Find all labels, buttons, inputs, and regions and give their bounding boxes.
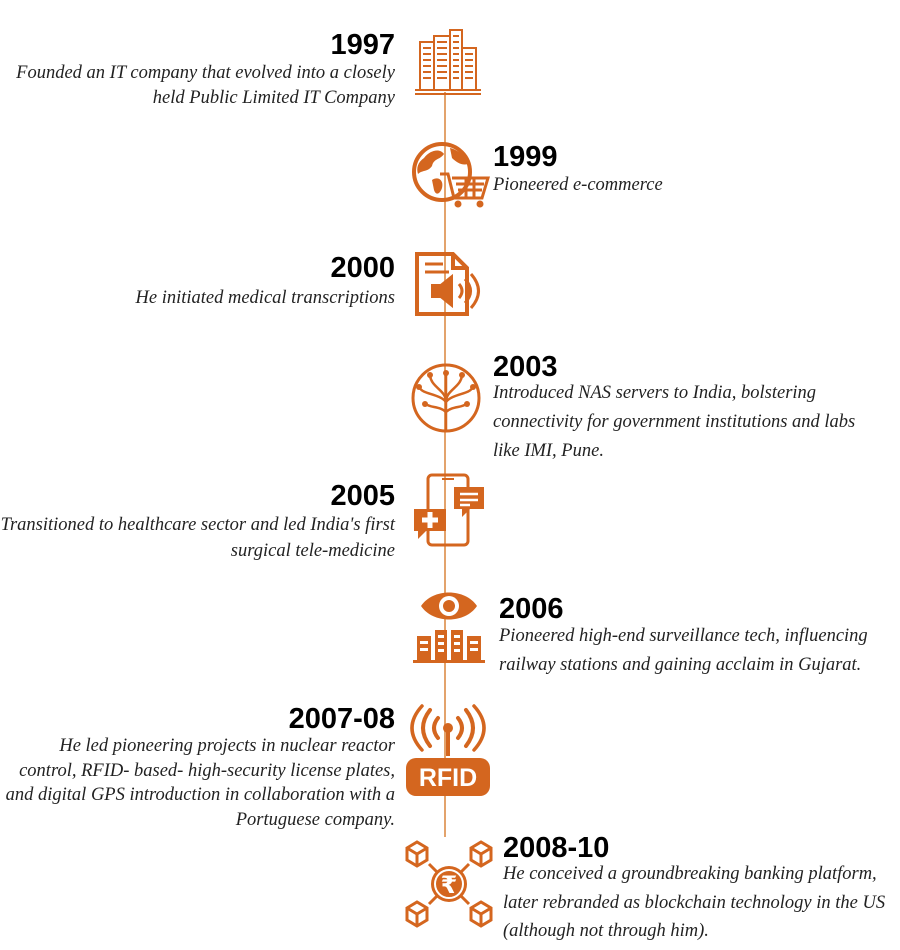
milestone-1999 <box>493 142 873 198</box>
milestone-year: 1997 <box>330 29 395 61</box>
globe-cart-icon <box>410 140 490 210</box>
milestone-year: 2008-10 <box>503 832 610 864</box>
milestone-text: He initiated medical transcriptions <box>135 288 395 308</box>
milestone-text: Pioneered high-end surveillance tech, influencing railway stations and gaining acclaim in Gujarat. <box>499 626 868 675</box>
milestone-2006 <box>499 594 889 680</box>
milestone-text: He conceived a groundbreaking banking platform, later rebranded as blockchain technology in the US (although not through him). <box>503 864 886 941</box>
rfid-icon <box>404 704 492 798</box>
milestone-year: 2006 <box>499 593 564 625</box>
rupee-symbol: ₹ <box>440 871 458 899</box>
milestone-year: 2007-08 <box>288 703 395 735</box>
fiber-network-icon <box>410 362 482 434</box>
milestone-2005 <box>0 481 395 564</box>
surveillance-eye-icon <box>413 590 485 666</box>
milestone-year: 2005 <box>330 480 395 512</box>
milestone-text: Transitioned to healthcare sector and led India's first surgical tele-medicine <box>0 515 395 561</box>
milestone-text: Introduced NAS servers to India, bolstering connectivity for government institutions and labs like IMI, Pune. <box>493 383 856 461</box>
telemedicine-phone-icon <box>410 473 486 549</box>
rfid-label: RFID <box>418 764 478 792</box>
milestone-2007-08 <box>0 704 395 832</box>
milestone-2008-10 <box>503 833 895 946</box>
milestone-text: Founded an IT company that evolved into a closely held Public Limited IT Company <box>16 63 395 108</box>
audio-document-icon <box>413 250 485 320</box>
milestone-1997 <box>0 30 395 111</box>
rupee-blockchain-icon <box>403 838 495 930</box>
buildings-icon <box>413 28 483 98</box>
milestone-text: Pioneered e-commerce <box>493 175 663 195</box>
milestone-2003 <box>493 352 873 466</box>
milestone-text: He led pioneering projects in nuclear reactor control, RFID- based- high-security license plates, and digital GPS introduction in collaboration with a Portuguese company. <box>5 736 395 830</box>
milestone-year: 1999 <box>493 141 558 173</box>
milestone-year: 2003 <box>493 351 558 383</box>
milestone-year: 2000 <box>330 252 395 284</box>
milestone-2000 <box>0 253 395 313</box>
